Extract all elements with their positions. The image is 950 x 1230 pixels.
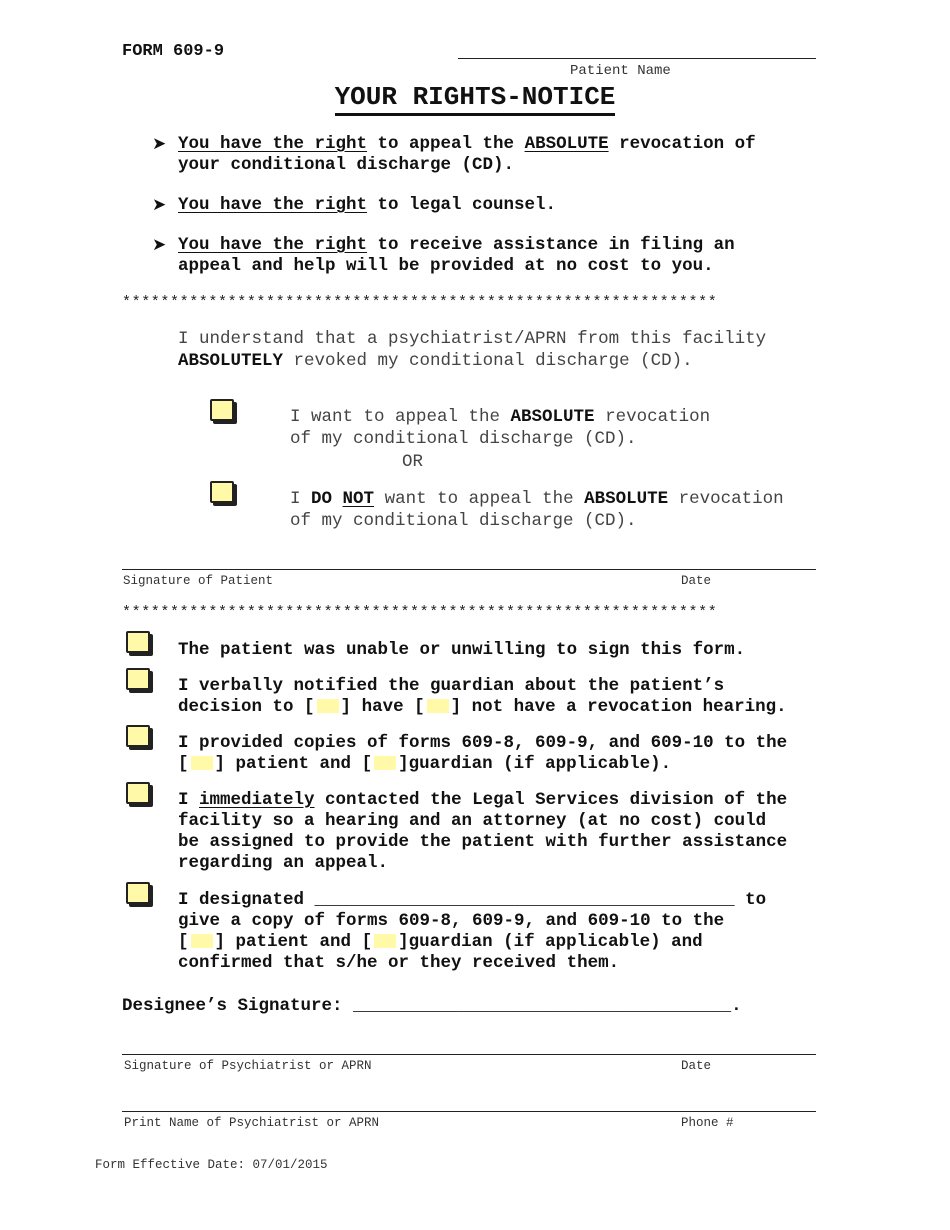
designated-text: I designated ________________________________________ to give a copy of forms 609-8, 609-9, and 609-10 to the [ ] patient and [ ]guardian (if applicable) and confirmed that s/he or they received them. xyxy=(178,890,767,973)
copies-provided-checkbox[interactable] xyxy=(126,725,150,747)
page-title: YOUR RIGHTS-NOTICE xyxy=(0,82,950,112)
designee-signature-blank[interactable]: ____________________________________. xyxy=(353,996,742,1016)
appeal-checkbox[interactable] xyxy=(210,399,234,421)
phone-label: Phone # xyxy=(681,1116,734,1130)
copies-provided-text: I provided copies of forms 609-8, 609-9, and 609-10 to the [ ] patient and [ ]guardian (if applicable). xyxy=(178,733,788,774)
print-name-line[interactable] xyxy=(122,1111,816,1112)
patient-name-label: Patient Name xyxy=(570,63,671,79)
understand-statement: I understand that a psychiatrist/APRN from this facility ABSOLUTELY revoked my conditional discharge (CD). xyxy=(178,329,767,371)
designee-patient-box[interactable] xyxy=(191,934,213,948)
designated-checkbox[interactable] xyxy=(126,882,150,904)
unable-to-sign-checkbox[interactable] xyxy=(126,631,150,653)
print-name-label: Print Name of Psychiatrist or APRN xyxy=(124,1116,380,1130)
legal-services-checkbox[interactable] xyxy=(126,782,150,804)
right-item-assistance: You have the right to receive assistance in filing an appeal and help will be provided at no cost to you. xyxy=(178,235,735,276)
psychiatrist-date-label: Date xyxy=(681,1059,712,1073)
patient-copy-box[interactable] xyxy=(191,756,213,770)
no-appeal-option-text: I DO NOT want to appeal the ABSOLUTE revocation of my conditional discharge (CD). xyxy=(290,489,784,531)
right-item-counsel: You have the right to legal counsel. xyxy=(178,195,557,215)
psychiatrist-signature-line[interactable] xyxy=(122,1054,816,1055)
separator-stars: ************************************************************** xyxy=(122,294,718,311)
patient-signature-label: Signature of Patient xyxy=(123,574,274,588)
guardian-copy-box[interactable] xyxy=(374,756,396,770)
designee-signature: Designee’s Signature: ____________________________________. xyxy=(122,996,742,1016)
effective-date: Form Effective Date: 07/01/2015 xyxy=(95,1158,328,1172)
no-appeal-checkbox[interactable] xyxy=(210,481,234,503)
have-hearing-box[interactable] xyxy=(317,699,339,713)
unable-to-sign-text: The patient was unable or unwilling to sign this form. xyxy=(178,640,746,660)
form-number: FORM 609-9 xyxy=(122,42,225,61)
appeal-option-text: I want to appeal the ABSOLUTE revocation of my conditional discharge (CD). xyxy=(290,407,711,449)
patient-name-line[interactable] xyxy=(458,58,816,59)
not-have-hearing-box[interactable] xyxy=(427,699,449,713)
right-item-appeal: You have the right to appeal the ABSOLUTE revocation of your conditional discharge (CD). xyxy=(178,134,756,175)
separator-stars: ************************************************************** xyxy=(122,604,718,621)
psychiatrist-signature-label: Signature of Psychiatrist or APRN xyxy=(124,1059,372,1073)
designee-guardian-box[interactable] xyxy=(374,934,396,948)
arrow-bullet-icon: ➤ xyxy=(152,134,167,154)
or-label: OR xyxy=(402,452,424,472)
guardian-notified-checkbox[interactable] xyxy=(126,668,150,690)
designee-name-blank[interactable]: ________________________________________ xyxy=(314,890,735,910)
arrow-bullet-icon: ➤ xyxy=(152,235,167,255)
guardian-notified-text: I verbally notified the guardian about the patient’s decision to [ ] have [ ] not have a revocation hearing. xyxy=(178,676,787,717)
patient-signature-line[interactable] xyxy=(122,569,816,570)
legal-services-text: I immediately contacted the Legal Services division of the facility so a hearing and an attorney (at no cost) could be assigned to provide the patient with further assistance regarding an appeal. xyxy=(178,790,788,873)
patient-date-label: Date xyxy=(681,574,712,588)
arrow-bullet-icon: ➤ xyxy=(152,195,167,215)
